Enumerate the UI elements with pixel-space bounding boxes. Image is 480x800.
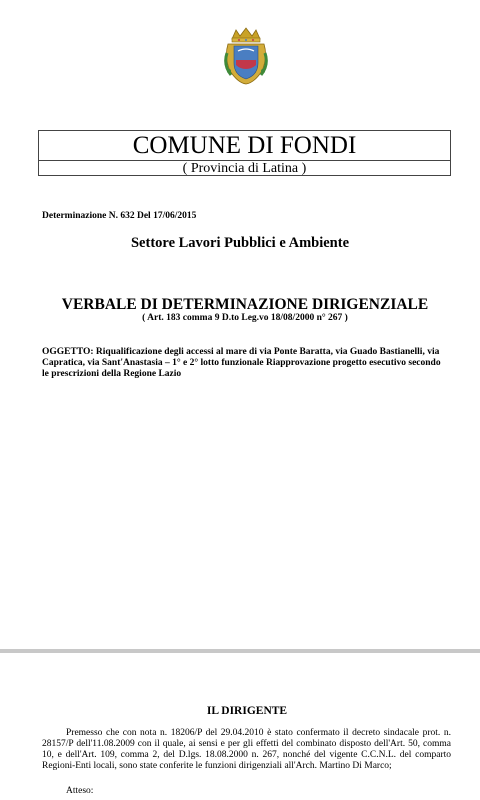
- provincia-subtitle: ( Provincia di Latina ): [182, 161, 307, 176]
- dirigente-heading: IL DIRIGENTE: [206, 705, 288, 717]
- header-box: [38, 130, 451, 176]
- comune-title: COMUNE DI FONDI: [39, 131, 450, 161]
- coat-of-arms-icon: [222, 27, 270, 85]
- verbale-title: VERBALE DI DETERMINAZIONE DIRIGENZIALE: [61, 296, 429, 313]
- oggetto-paragraph: OGGETTO: Riqualificazione degli accessi al mare di via Ponte Baratta, via Guado Bastianelli, via Capratica, via Sant'Anastasia – 1° e 2° lotto funzionale Riapprovazione progetto esecutivo secondo le prescrizioni della Regione Lazio: [42, 347, 441, 379]
- verbale-subtitle: ( Art. 183 comma 9 D.to Leg.vo 18/08/2000 n° 267 ): [142, 313, 348, 323]
- atteso-label: Atteso:: [66, 786, 94, 796]
- determinazione-number: Determinazione N. 632 Del 17/06/2015: [42, 211, 197, 221]
- settore-heading: Settore Lavori Pubblici e Ambiente: [130, 235, 350, 251]
- document-page-2: [0, 653, 480, 800]
- premesso-paragraph: Premesso che con nota n. 18206/P del 29.04.2010 è stato confermato il decreto sindacale prot. n. 28157/P dell'11.08.2009 con il quale, ai sensi e per gli effetti del combinato disposto dell'Art. 50, comma 10, e dell'Art. 109, comma 2, del D.lgs. 18.08.2000 n. 267, nonché del vigente C.C.N.L. del comparto Regioni-Enti locali, sono state conferite le funzioni dirigenziali all'Arch. Martino Di Marco;: [42, 728, 451, 771]
